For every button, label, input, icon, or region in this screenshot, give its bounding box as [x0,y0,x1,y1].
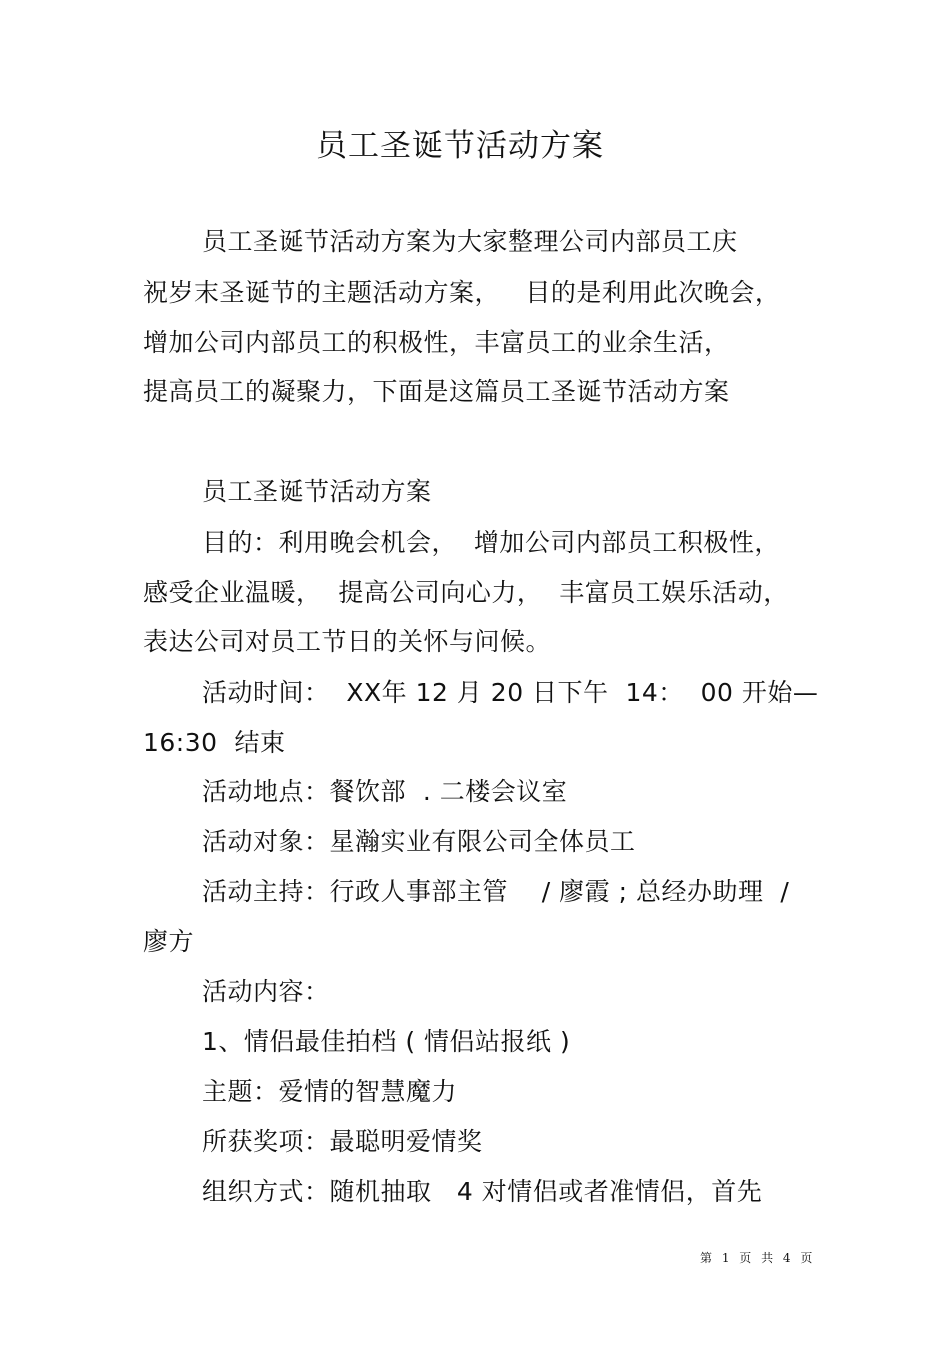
intro-line-1: 员工圣诞节活动方案为大家整理公司内部员工庆 [202,227,738,256]
intro-line-4: 提高员工的凝聚力，下面是这篇员工圣诞节活动方案 [143,377,730,406]
body-line-host: 活动主持：行政人事部主管 / 廖霞 ; 总经办助理 / [202,877,790,906]
body-line-purpose-3: 表达公司对员工节日的关怀与问候。 [143,627,552,656]
document-title: 员工圣诞节活动方案 [316,128,604,164]
body-line-content: 活动内容： [202,977,330,1006]
intro-line-2: 祝岁末圣诞节的主题活动方案， 目的是利用此次晚会， [143,278,781,307]
body-line-item-1: 1、情侣最佳拍档 ( 情侣站报纸 ) [202,1027,571,1056]
body-line-host-2: 廖方 [143,927,195,956]
body-line-theme: 主题：爱情的智慧魔力 [202,1077,458,1106]
body-line-award: 所获奖项：最聪明爱情奖 [202,1127,483,1156]
body-line-organization: 组织方式：随机抽取 4 对情侣或者准情侣，首先 [202,1177,763,1206]
body-line-time-2: 16:30 结束 [143,728,286,757]
body-line-location: 活动地点：餐饮部 . 二楼会议室 [202,777,568,806]
intro-line-3: 增加公司内部员工的积极性，丰富员工的业余生活， [143,328,730,357]
page-footer: 第 1 页 共 4 页 [700,1251,816,1265]
section-heading: 员工圣诞节活动方案 [202,477,432,506]
body-line-purpose-2: 感受企业温暖， 提高公司向心力， 丰富员工娱乐活动， [143,578,789,607]
body-line-purpose: 目的：利用晚会机会， 增加公司内部员工积极性， [202,528,780,557]
body-line-time: 活动时间： XX年 12 月 20 日下午 14： 00 开始— [202,678,819,707]
body-line-audience: 活动对象：星瀚实业有限公司全体员工 [202,827,636,856]
